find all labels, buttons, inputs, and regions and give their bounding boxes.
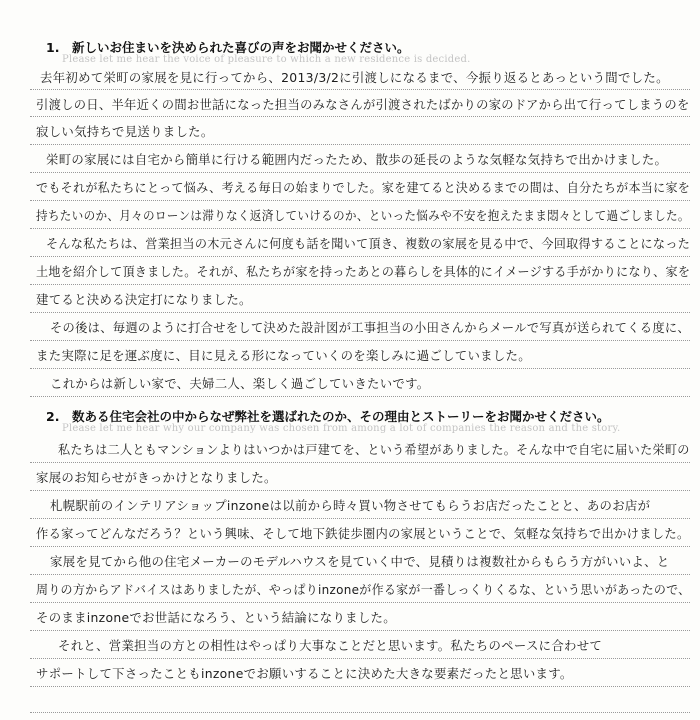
section2-subheading: Please let me hear why our company was chosen from among a lot of companies the reason and the story. [62,423,621,434]
ruled-line [30,602,690,603]
s1-line-12: これからは新しい家で、夫婦二人、楽しく過ごしていきたいです。 [50,376,430,391]
s2-line-8: それと、営業担当の方との相性はやっぱり大事なことだと思います。私たちのペースに合わせて [58,638,603,653]
s1-line-4: 栄町の家展には自宅から簡単に行ける範囲内だったため、散歩の延長のような気軽な気持ちで出かけました。 [46,152,668,167]
s1-line-7: そんな私たちは、営業担当の木元さんに何度も話を聞いて頂き、複数の家展を見る中で、今回取得することになった [46,236,691,251]
s2-line-1: 私たちは二人ともマンションよりはいつかは戸建てを、という希望がありました。そんな中で自宅に届いた栄町の [58,442,690,457]
ruled-line [30,340,690,341]
ruled-line [30,228,690,229]
s2-line-7: そのままinzoneでお世話になろう、という結論になりました。 [36,610,396,625]
ruled-line [30,462,690,463]
ruled-line [30,686,690,687]
ruled-line [30,630,690,631]
ruled-line [30,200,690,201]
ruled-line [30,284,690,285]
s2-line-9: サポートして下さったこともinzoneでお願いすることに決めた大きな要素だったと思います。 [36,666,573,681]
ruled-line [30,546,690,547]
ruled-line [30,658,690,659]
s1-line-2: 引渡しの日、半年近くの間お世話になった担当のみなさんが引渡されたばかりの家のドアから出て行ってしまうのを [36,97,690,112]
s1-line-6: 持ちたいのか、月々のローンは滞りなく返済していけるのか、といった悩みや不安を抱えたまま悶々として過ごしました。 [36,208,690,223]
ruled-line [30,144,690,145]
s1-line-11: また実際に足を運ぶ度に、目に見える形になっていくのを楽しみに過ごしていました。 [36,348,531,363]
s1-line-10: その後は、毎週のように打合せをして決めた設計図が工事担当の小田さんからメールで写真が送られてくる度に、 [50,320,690,335]
section1-subheading: Please let me hear the voice of pleasure to which a new residence is decided. [62,54,471,65]
ruled-line [30,172,690,173]
s1-line-9: 建てると決める決定打になりました。 [36,292,252,307]
s2-line-5: 家展を見てから他の住宅メーカーのモデルハウスを見ていく中で、見積りは複数社からもらう方がいいよ、と [50,554,670,569]
ruled-line [30,312,690,313]
ruled-line [30,396,690,397]
section2-heading: 2. 数ある住宅会社の中からなぜ弊社を選ばれたのか、その理由とストーリーをお聞かせください。 [46,409,610,424]
ruled-line [30,368,690,369]
s2-line-2: 家展のお知らせがきっかけとなりました。 [36,470,277,485]
ruled-line [30,89,690,90]
ruled-line [30,116,690,117]
s2-line-4: 作る家ってどんなだろう？という興味、そして地下鉄徒歩圏内の家展ということで、気軽な気持ちで出かけました。 [36,526,690,541]
ruled-line [30,518,690,519]
ruled-line [30,256,690,257]
ruled-line [30,712,690,713]
ruled-line [30,490,690,491]
s1-line-8: 土地を紹介して頂きました。それが、私たちが家を持ったあとの暮らしを具体的にイメージする手がかりになり、家を [36,264,691,279]
s2-line-3: 札幌駅前のインテリアショップinzoneは以前から時々買い物させてもらうお店だったことと、あのお店が [50,498,651,513]
s1-line-5: でもそれが私たちにとって悩み、考える毎日の始まりでした。家を建てると決めるまでの間は、自分たちが本当に家を [36,180,691,195]
ruled-line [30,574,690,575]
s1-line-1: 去年初めて栄町の家展を見に行ってから、2013/3/2に引渡しになるまで、今振り返るとあっという間でした。 [40,70,669,85]
s2-line-6: 周りの方からアドバイスはありましたが、やっぱりinzoneが作る家が一番しっくりくるな、という思いがあったので、 [36,582,691,597]
section1-heading: 1. 新しいお住まいを決められた喜びの声をお聞かせください。 [46,40,410,55]
s1-line-3: 寂しい気持ちで見送りました。 [36,124,214,139]
